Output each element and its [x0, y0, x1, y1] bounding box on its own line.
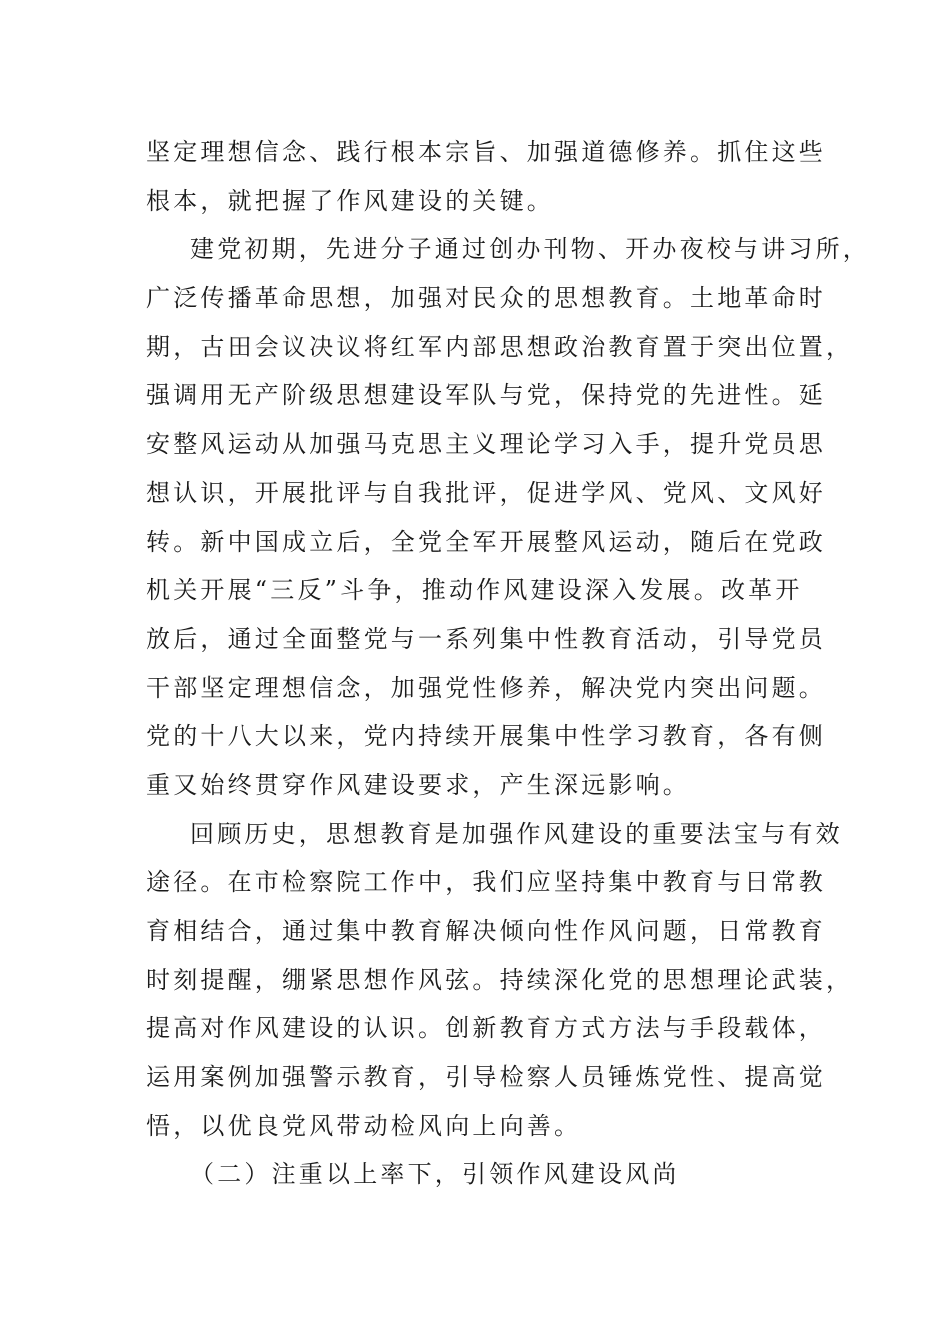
text-line: 放后，通过全面整党与一系列集中性教育活动，引导党员 [146, 624, 826, 653]
section-heading: （二）注重以上率下，引领作风建设风尚 [190, 1160, 680, 1189]
text-line: 提高对作风建设的认识。创新教育方式方法与手段载体， [146, 1014, 826, 1043]
text-line: 党的十八大以来，党内持续开展集中性学习教育，各有侧 [146, 722, 826, 751]
text-line: 途径。在市检察院工作中，我们应坚持集中教育与日常教 [146, 868, 826, 897]
text-line: 悟，以优良党风带动检风向上向善。 [146, 1111, 582, 1140]
text-line: 想认识，开展批评与自我批评，促进学风、党风、文风好 [146, 478, 826, 507]
text-line: 机关开展“三反”斗争，推动作风建设深入发展。改革开 [146, 576, 803, 605]
text-line: 转。新中国成立后，全党全军开展整风运动，随后在党政 [146, 527, 826, 556]
text-line: 坚定理想信念、践行根本宗旨、加强道德修养。抓住这些 [146, 138, 826, 166]
text-line: 运用案例加强警示教育，引导检察人员锤炼党性、提高觉 [146, 1063, 826, 1092]
text-line: 重又始终贯穿作风建设要求，产生深远影响。 [146, 770, 690, 799]
body-text [146, 128, 870, 1199]
text-line: 广泛传播革命思想，加强对民众的思想教育。土地革命时 [146, 284, 826, 313]
paragraph-start-line: 建党初期，先进分子通过创办刊物、开办夜校与讲习所， [190, 235, 870, 264]
text-line: 期，古田会议决议将红军内部思想政治教育置于突出位置， [146, 332, 854, 361]
text-line: 安整风运动从加强马克思主义理论学习入手，提升党员思 [146, 430, 826, 459]
text-line: 强调用无产阶级思想建设军队与党，保持党的先进性。延 [146, 381, 826, 410]
text-line: 时刻提醒，绷紧思想作风弦。持续深化党的思想理论武装， [146, 965, 854, 994]
text-line: 根本，就把握了作风建设的关键。 [146, 186, 554, 215]
text-line: 干部坚定理想信念，加强党性修养，解决党内突出问题。 [146, 673, 826, 702]
paragraph-start-line: 回顾历史，思想教育是加强作风建设的重要法宝与有效 [190, 819, 843, 848]
text-line: 育相结合，通过集中教育解决倾向性作风问题，日常教育 [146, 917, 826, 945]
